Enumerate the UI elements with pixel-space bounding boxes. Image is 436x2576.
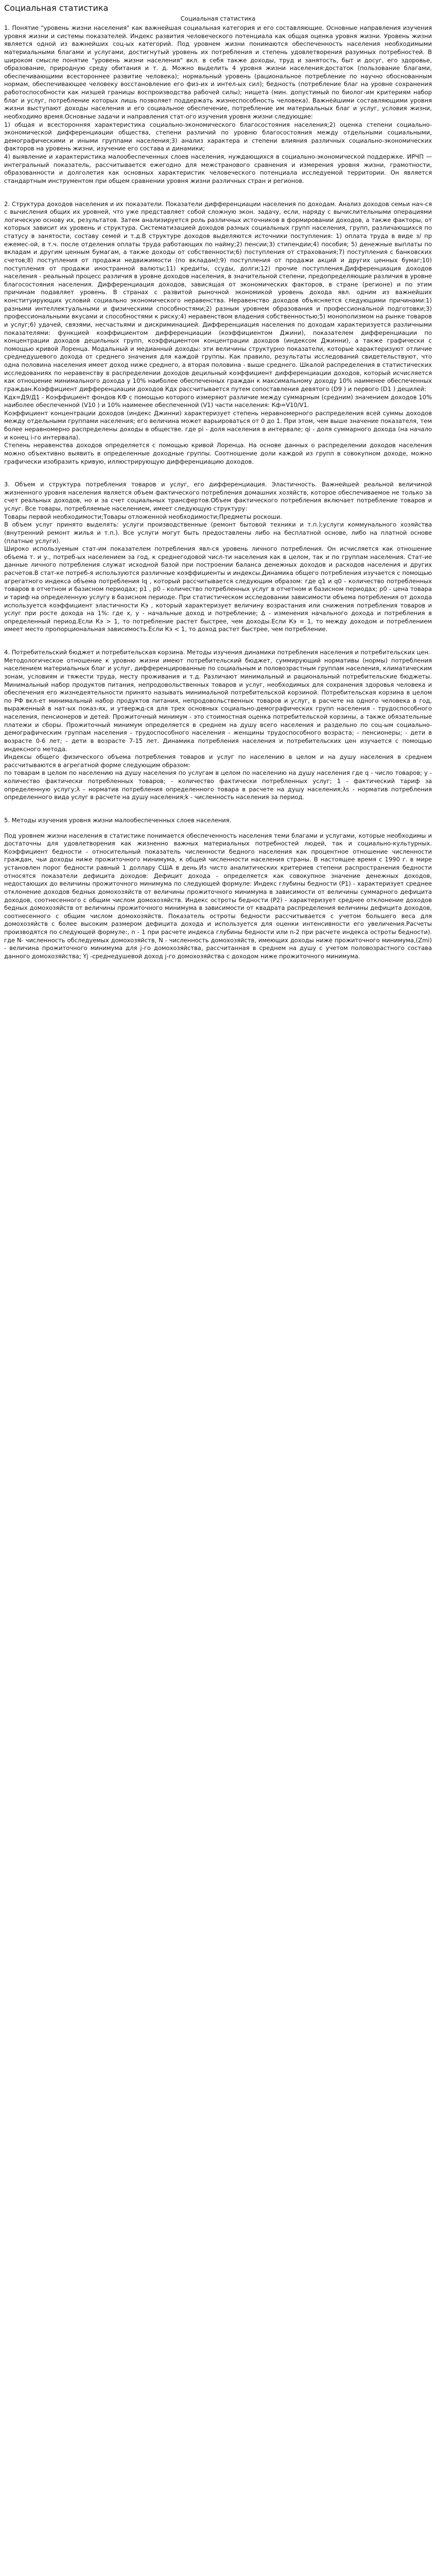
paragraph: Индексы общего физического объема потребления товаров и услуг по населению в целом и на душу населения в среднем рассчитываются в агрегатной форме следующим образом: bbox=[4, 753, 432, 769]
document-page bbox=[0, 0, 436, 965]
paragraph: 1) общая и всесторонняя характеристика социально-экономического благосостояния населения;2) оценка степени социально-экономической дифференциации общества, степени различий по уровню благосостояния между отдельными социальными, демографическими и иными группами населения;3) анализ характера и степени влияния различных социально-экономических факторов на уровень жизни, изучение его состава и динамики; bbox=[4, 121, 432, 152]
paragraph: 4) выявление и характеристика малообеспеченных слоев населения, нуждающихся в социально-экономической поддержке. ИРЧП — интегральный показатель, рассчитывается ежегодно для межстранового сравнения и измерения уровня жизни, грамотности, образованности и долголетия как основных характеристик человеческого потенциала исследуемой территории. Он является стандартным инструментом при общем сравнении уровня жизни различных стран и регионов. bbox=[4, 153, 432, 184]
page-title: Социальная статистика bbox=[4, 3, 109, 13]
paragraph: Коэффициент концентрации доходов (индекс Джинни) характеризует степень неравномерного распределения всей суммы доходов между отдельными группами населения; его величина может варьироваться от 0 до 1. При этом, чем выше значение показателя, тем более неравномерно распределены доходы в обществе. где pi - доля населения в интервале; qi - доля суммарного дохода (на начало и конец i-го интервала). bbox=[4, 409, 432, 441]
section-1-living-standard bbox=[4, 24, 432, 185]
paragraph: Методологическое отношение к уровню жизни имеют потребительский бюджет, суммирующий нормативы (нормы) потребления населением материальных благ и услуг, дифференцированные по социальным и половозрастным группам населения, климатическим зонам, условиям и тяжести труда, месту проживания и т.д. Различают минимальный и рациональный потребительские бюджеты. Минимальный набор продуктов питания, непродовольственных товаров и услуг, необходимых для сохранения здоровья человека и обеспечения его жизнедеятельности принято называть минимальной потребительской корзиной. Потребительская корзина в целом по РФ вкл-ет минимальный набор продуктов питания, непродовольственных товаров и услуг, в расчете на одного человека в год, выраженный в нат-ых показ-ях, и утвержд-ся для трех основных социально-демографических групп населения - трудоспособного населения, пенсионеров и детей. Прожиточный минимум - это стоимостная оценка потребительской корзины, а также обязательные платежи и сборы. Прожиточный минимум определяется в среднем на душу всего населения и раздельно по соц-ым социально-демографическим группам населения - трудоспособного населения - женщины трудоспособного возраста; - пенсионеры; - дети в возрасте 0-6 лет; - дети в возрасте 7-15 лет. Динамика потребления населения и потребительских цен изучается с помощью индексного метода. bbox=[4, 656, 432, 753]
paragraph: 3. Объем и структура потребления товаров и услуг, его дифференциация. Эластичность. Важнейшей реальной величиной жизненного уровня населения является объем фактического потребления домашних хозяйств, которое обеспечиваемое не только за счет реальных доходов, но и за счет социальных трансфертов.Объем фактического потребления включает потребление товаров и услуг. Все товары, потребляемые населением, имеет следующую структуру: bbox=[4, 481, 432, 512]
section-5-poverty bbox=[4, 817, 432, 961]
section-3-consumption bbox=[4, 481, 432, 634]
section-4-consumer-budget bbox=[4, 649, 432, 802]
paragraph: Широко используемым стат-им показателем потребления явл-ся уровень личного потребления. Он исчисляется как отношение объема т. и у., потреб-ых населением за год, к среднегодовой числ-ти населения как в целом, так и по группам населения. Стат-ие данные личного потребления служат исходной базой при построении баланса денежных доходов и расходов населения и других расчетов.В стат-ке потреб-я используются различные коэффициенты и индексы.Динамика общего потребления изучается с помощью агрегатного индекса объема потребления Iq , который рассчитывается следующим образом: где q1 и q0 - количество потребленных товаров в отчетном и базисном периодах; p1 , p0 - количество потребленных услуг в отчетном и базисном периодах; p0 - цена товара и тариф на определенную услугу в базисном периоде. При статистическом исследовании зависимости объема потребления от дохода используется коэффициент эластичности Кэ , который характеризует величину возрастания или снижения потребления товаров и услуг при росте дохода на 1%: где x, y - начальные доход и потребление; ∆ - изменения начального дохода и потребления в определенный период.Если Кэ > 1, то потребление растет быстрее, чем доходы.Если Кэ = 1, то между доходом и потреблением имеет место пропорциональная зависимость.Если Кэ < 1, то доход растет быстрее, чем потребление. bbox=[4, 545, 432, 633]
section-heading: 5. Методы изучения уровня жизни малообеспеченных слоев населения. bbox=[4, 816, 232, 824]
formula-paragraph: Кдх=Д9/Д1 - Коэффициент фондов КФ с помощью которого измеряют различие между суммарным (средним) значением доходов 10% наиболее обеспеченной (V10 ) и 10% наименее обеспеченной (V1) части населения: Кф=V10/V1. bbox=[4, 393, 432, 409]
paragraph: Степень неравенства доходов определяется с помощью кривой Лоренца. На основе данных о распределении доходов населения можно объективно выявить в определенные доходные группы. Соотношение доли каждой из групп в совокупном доходе, можно графически изобразить кривую, иллюстрирующую дифференциацию доходов. bbox=[4, 442, 432, 465]
section-2-income-structure bbox=[4, 200, 432, 466]
paragraph: Под уровнем жизни населения в статистике понимается обеспеченность населения теми благами и услугами, которые необходимы и достаточны для удовлетворения как жизненно важных материальных потребностей людей, так и социально-культурных. Коэффициент бедности - относительный показатель численности бедного населения как процентное отношение численности граждан, чьи доходы ниже прожиточного минимума, к общей численности населения страны. В настоящее время с 1990 г. в мире установлен порог бедности равный 1 доллару США в день.Из чисто аналитических критериев степени распространения бедности относятся показатели дефицита доходов: Дефицит дохода - определяется как совокупное значение денежных доходов, недостающих до величины прожиточного минимума по следующей формуле: Индекс глубины бедности (P1) - характеризует среднее отклонение доходов бедных домохозяйств от величины прожиточного минимума в зависимости от величины суммарного дефицита доходов, соотнесенного с общим числом домохозяйств. Индекс остроты бедности (P2) - характеризует среднее отклонение доходов бедных домохозяйств от величины прожиточного минимума в зависимости от квадрата распределения величины дефицита доходов, соотнесенного с общим числом домохозяйств. Показатель остроты бедности рассчитывается с учетом большего веса для домохозяйств с более высоким размером дефицита дохода и используется для оценки интенсивности его увеличения.Расчеты производятся по следующей формуле:, n - 1 при расчете индекса глубины бедности или n-2 при расчете индекса остроты бедности). где N- численность обследуемых домохозяйств, N - численность домохозяйств, имеющих доходы ниже прожиточного минимума,(Zmi) - величина прожиточного минимума для j-го домохозяйства, рассчитанная в среднем на душу с учетом половозрастного состава данного домохозяйства; Yj -среднедушевой доход j-го домохозяйства с доходом ниже прожиточного минимума. bbox=[4, 832, 432, 960]
paragraph: 1. Понятие "уровень жизни населения" как важнейшая социальная категория и его составляющие. Основные направления изучения уровня жизни и системы показателей. Индекс развития человеческого потенциала как общая оценка уровня жизни. Уровень жизни является одной из важнейших соц-ых категорий. Под уровнем жизни понимаются обеспеченность населения необходимыми материальными благами и услугами, достигнутый уровень их потребления и степень удовлетворения разумных потребностей. В широком смысле понятие "уровень жизни населения" вкл. в себя также доходы, труд и занятость, быт и досуг, его здоровье, образование, природную среду обитания и т. д. Можно выделить 4 уровня жизни населения:достаток (пользование благами, обеспечивающими всестороннее развитие человека); нормальный уровень (рациональное потребление по научно обоснованным нормам, обеспечивающее человеку восстановление его физ-их и интел-ых сил); бедность (потребление благ на уровне сохранения работоспособности как низшей границы воспроизводства рабочей силы); нищета (мин. допустимый по биолог-им критериям набор благ и услуг, потребление которых лишь позволяет поддержать жизнеспособность человека). Важнейшими составляющими уровня жизни выступают доходы населения и его социальное обеспечение, потребление им материальных благ и услуг, условия жизни, необходимо время.Основные задачи и направления стат-ого изучения уровня жизни следующие: bbox=[4, 24, 432, 120]
paragraph: по товарам в целом по населению на душу населения по услугам в целом по населению на душу населения где q - число товаров; у - количество фактически потребленных товаров; - количество фактически потребленных услуг; 1 - фактический тариф за определенную услугу;λ - норматив потребления определенного товара в расчете на душу населения;λs - норматив потребления определенного вида услуг в расчете на душу населения;k - численность населения за период. bbox=[4, 769, 432, 801]
document-subtitle: Социальная статистика bbox=[180, 15, 256, 22]
section-heading: 4. Потребительский бюджет и потребительская корзина. Методы изучения динамики потребления населения и потребительских цен. bbox=[4, 649, 430, 656]
paragraph: 2. Структура доходов населения и их показатели. Показатели дифференциации населения по доходам. Анализ доходов семьи нач-ся с вычисления общих их уровней, что уже представляет собой сложную экон. задачу, если, наряду с вычислительными операциями логическую основу их, результатов. Затем анализируется роль различных источников в формировании доходов, а также факторы, от которых зависит их уровень и структура. Систематизацией доходов разных социальных групп населения, групп, различающихся по статусу в занятости, составу семей и т.д.В структуре доходов выделяются источники поступления: 1) оплата труда в виде з/ пр ежемес-ой, в т.ч. после отделения оплаты труда работающих по найму;2) пенсии;3) стипендии;4) пособия; 5) денежные выплаты по вкладам и другим ценным бумагам, а также доходы от собственности;6) поступления от страхования;7) поступления с банковских счетов;8) поступления от продажи недвижимости (по вкладам);9) поступления от продажи акций и других ценных бумаг;10) поступления от продажи иностранной валюты;11) кредиты, ссуды, долги;12) прочие поступления.Дифференциация доходов населения - реальный процесс различия в уровне доходов населения, в значительной степени, предопределяющие различия в уровне благосостояния населения. Дифференциация доходов, зависящая от экономических факторов, в стране (регионе) и по этим причинам подавляет уровень. В странах с развитой рыночной экономикой уровень дохода явл. одним из важнейших конституирующих условий социально экономического неравенства. Неравенство доходов объясняется следующими причинами:1) разными интеллектуальными и физическими способностями;2) разным уровнем образования и профессиональной подготовки;3) профессиональными вкусами и способностями к риску;4) неравенством владения собственностью;5) монополизмом на рынке товаров и услуг;6) удачей, связями, несчастьями и дискриминацией. Дифференциация населения по доходам характеризуется различными показателями: функцией коэффициентом дифференциации (коэффициентом Джини), показателем дифференциации по концентрации доходов децильных групп, коэффициентом концентрации доходов (индексом Джинни), а также графически с помощью кривой Лоренца. Модальный и медианный доходы: эти величины структурно показатели, которые характеризуют отличие среднедушевого дохода от среднего значения для каждой группы. Как правило, результаты исследований свидетельствуют, что одна половина населения имеет доход ниже среднего, а вторая половина - выше среднего. Шкалой распределения в статистических исследованиях по неравенству в распределении доходов децильный коэффициент дифференциации доходов, который исчисляется как отношение минимального дохода у 10% наиболее обеспеченных граждан к максимальному доходу 10% наименее обеспеченных граждан.Коэффициент дифференциации доходов Кдх рассчитывается путем сопоставления девятого (D9 ) и первого (D1 ) децилей: bbox=[4, 200, 432, 393]
paragraph: Товары первой необходимости;Товары отложенной необходимости;Предметы роскоши. bbox=[4, 513, 283, 520]
paragraph: В объем услуг принято выделять: услуги производственные (ремонт бытовой техники и т.п.);услуги коммунального хозяйства (внутренний ремонт жилья и т.п.). Все услуги могут быть предоставлены либо на бесплатной основе, либо на платной основе (платные услуги). bbox=[4, 521, 432, 545]
